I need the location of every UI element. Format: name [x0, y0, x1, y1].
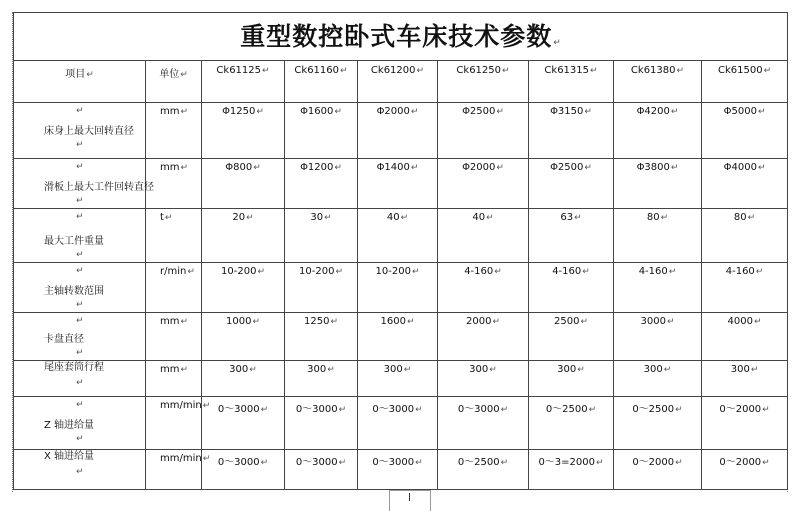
cell-value: 0～2500	[632, 404, 675, 415]
text-cursor-box	[389, 490, 431, 511]
unit-label: t	[160, 212, 164, 223]
cell-value: Φ2000	[376, 106, 410, 117]
cell-value: Φ3150	[550, 106, 584, 117]
row-label-cell: ↵ 最大工件重量 ↵	[14, 209, 146, 263]
value-cell: 1600↵	[358, 313, 438, 361]
value-cell: 0～3000↵	[438, 397, 529, 450]
unit-label: mm/min	[160, 400, 202, 411]
unit-label: mm	[160, 364, 180, 375]
cell-value: 0～3000	[372, 404, 415, 415]
value-cell: 0～3000↵	[202, 450, 285, 490]
model-label: Ck61250	[456, 65, 502, 76]
value-cell: 300↵	[438, 361, 529, 397]
unit-cell: mm↵	[146, 361, 202, 397]
unit-label: r/min	[160, 266, 187, 277]
value-cell: 4-160↵	[614, 263, 702, 313]
value-cell: 80↵	[614, 209, 702, 263]
value-cell: Φ5000↵	[702, 103, 788, 159]
model-label: Ck61125	[216, 65, 262, 76]
value-cell: Φ1250↵	[202, 103, 285, 159]
value-cell: 0～3000↵	[285, 397, 358, 450]
value-cell: 4-160↵	[438, 263, 529, 313]
row-label: X 轴进给量	[44, 451, 95, 462]
row-label-cell: X 轴进给量 ↵	[14, 450, 146, 490]
value-cell: 10-200↵	[202, 263, 285, 313]
value-cell: 300↵	[358, 361, 438, 397]
value-cell: 4-160↵	[529, 263, 614, 313]
value-cell: 0～2000↵	[702, 450, 788, 490]
cell-value: Φ1250	[222, 106, 256, 117]
value-cell: 0～2000↵	[614, 450, 702, 490]
value-cell: 0～2500↵	[614, 397, 702, 450]
row-label: 床身上最大回转直径	[44, 126, 134, 137]
row-label-cell: ↵ 床身上最大回转直径 ↵	[14, 103, 146, 159]
cell-value: 0～2500	[545, 404, 588, 415]
row-label-cell: ↵ 主轴转数范围 ↵	[14, 263, 146, 313]
cell-value: 0～3000	[295, 404, 338, 415]
cell-value: 0～2000	[632, 457, 675, 468]
cell-value: 4-160	[464, 266, 494, 277]
cell-value: 300	[469, 364, 489, 375]
cell-value: Φ1200	[300, 162, 334, 173]
header-row	[14, 61, 788, 103]
value-cell: 4-160↵	[702, 263, 788, 313]
unit-cell: mm/min↵	[146, 397, 202, 450]
cell-value: 80	[646, 212, 660, 223]
header-model: Ck61250↵	[438, 61, 529, 103]
value-cell: 0～3000↵	[358, 450, 438, 490]
row-label: 卡盘直径	[44, 334, 84, 345]
header-model: Ck61315↵	[529, 61, 614, 103]
spec-table	[13, 12, 788, 490]
cell-value: Φ4000	[723, 162, 757, 173]
cell-value: 4-160	[638, 266, 668, 277]
cell-value: 80	[733, 212, 747, 223]
cell-value: 0～3000	[295, 457, 338, 468]
row-label-cell: ↵ 滑板上最大工件回转直径 ↵	[14, 159, 146, 209]
row-label-cell: ↵ 卡盘直径 ↵	[14, 313, 146, 361]
unit-cell: mm↵	[146, 159, 202, 209]
table-row	[14, 450, 788, 490]
value-cell: Φ4200↵	[614, 103, 702, 159]
value-cell: 2500↵	[529, 313, 614, 361]
value-cell: 10-200↵	[285, 263, 358, 313]
row-label: 最大工件重量	[44, 236, 104, 247]
cell-value: 0～3000	[217, 457, 260, 468]
cell-value: 300	[557, 364, 577, 375]
value-cell: 0～2500↵	[438, 450, 529, 490]
cell-value: 30	[310, 212, 324, 223]
value-cell: 3000↵	[614, 313, 702, 361]
cell-value: Φ2500	[462, 106, 496, 117]
value-cell: 30↵	[285, 209, 358, 263]
value-cell: 300↵	[614, 361, 702, 397]
value-cell: 0～2500↵	[529, 397, 614, 450]
row-label-cell: ↵ Z 轴进给量 ↵	[14, 397, 146, 450]
value-cell: 300↵	[702, 361, 788, 397]
unit-cell: mm↵	[146, 313, 202, 361]
page-title: 重型数控卧式车床技术参数	[240, 22, 553, 51]
cell-value: 10-200	[375, 266, 411, 277]
value-cell: Φ4000↵	[702, 159, 788, 209]
cell-value: 0～2500	[457, 457, 500, 468]
cell-value: Φ5000	[723, 106, 757, 117]
cell-value: 300	[643, 364, 663, 375]
table-row	[14, 159, 788, 209]
value-cell: 0～3=2000↵	[529, 450, 614, 490]
value-cell: Φ1600↵	[285, 103, 358, 159]
cell-value: 0～2000	[719, 404, 762, 415]
cell-value: 0～3000	[372, 457, 415, 468]
value-cell: 40↵	[358, 209, 438, 263]
table-row	[14, 103, 788, 159]
cell-value: Φ2000	[462, 162, 496, 173]
cell-value: 4-160	[552, 266, 582, 277]
value-cell: 2000↵	[438, 313, 529, 361]
cell-value: 0～3=2000	[538, 457, 595, 468]
header-item-label: 项目	[65, 69, 86, 80]
value-cell: 0～3000↵	[202, 397, 285, 450]
header-model: Ck61125↵	[202, 61, 285, 103]
paragraph-mark: ↵	[553, 38, 561, 48]
cell-value: 0～3000	[457, 404, 500, 415]
cell-value: Φ1400	[376, 162, 410, 173]
cell-value: 10-200	[221, 266, 257, 277]
value-cell: 1250↵	[285, 313, 358, 361]
value-cell: 300↵	[529, 361, 614, 397]
cell-value: 1000	[226, 316, 252, 327]
model-label: Ck61200	[370, 65, 416, 76]
cell-value: Φ2500	[550, 162, 584, 173]
value-cell: Φ2000↵	[358, 103, 438, 159]
value-cell: 10-200↵	[358, 263, 438, 313]
cell-value: Φ3800	[636, 162, 670, 173]
value-cell: Φ2500↵	[529, 159, 614, 209]
cell-value: 3000	[640, 316, 666, 327]
unit-label: mm/min	[160, 453, 202, 464]
cell-value: 300	[730, 364, 750, 375]
value-cell: 63↵	[529, 209, 614, 263]
cell-value: 2500	[554, 316, 580, 327]
table-row	[14, 209, 788, 263]
cell-value: Φ4200	[636, 106, 670, 117]
row-label: 主轴转数范围	[44, 286, 104, 297]
value-cell: 1000↵	[202, 313, 285, 361]
row-label: 滑板上最大工件回转直径	[44, 182, 154, 193]
row-label: 尾座套筒行程	[44, 362, 104, 373]
table-row	[14, 313, 788, 361]
table-row	[14, 361, 788, 397]
cell-value: 40	[386, 212, 400, 223]
unit-label: mm	[160, 162, 180, 173]
header-item: 项目↵	[14, 61, 146, 103]
unit-cell: r/min↵	[146, 263, 202, 313]
value-cell: Φ3800↵	[614, 159, 702, 209]
cell-value: 1250	[304, 316, 330, 327]
value-cell: Φ3150↵	[529, 103, 614, 159]
unit-label: mm	[160, 106, 180, 117]
cell-value: 0～2000	[719, 457, 762, 468]
value-cell: 40↵	[438, 209, 529, 263]
header-model: Ck61380↵	[614, 61, 702, 103]
model-label: Ck61315	[544, 65, 590, 76]
value-cell: 0～3000↵	[358, 397, 438, 450]
unit-label: mm	[160, 316, 180, 327]
model-label: Ck61380	[630, 65, 676, 76]
unit-cell: t↵	[146, 209, 202, 263]
cell-value: 4000	[727, 316, 753, 327]
cell-value: 2000	[466, 316, 492, 327]
header-model: Ck61500↵	[702, 61, 788, 103]
cell-value: 10-200	[299, 266, 335, 277]
header-model: Ck61200↵	[358, 61, 438, 103]
value-cell: Φ800↵	[202, 159, 285, 209]
value-cell: 4000↵	[702, 313, 788, 361]
cell-value: 300	[307, 364, 327, 375]
cell-value: 300	[383, 364, 403, 375]
value-cell: Φ1400↵	[358, 159, 438, 209]
cell-value: 20	[232, 212, 246, 223]
header-model: Ck61160↵	[285, 61, 358, 103]
table-row	[14, 263, 788, 313]
value-cell: 0～3000↵	[285, 450, 358, 490]
value-cell: 20↵	[202, 209, 285, 263]
cell-value: Φ800	[225, 162, 253, 173]
cell-value: 0～3000	[217, 404, 260, 415]
model-label: Ck61500	[717, 65, 763, 76]
value-cell: Φ2000↵	[438, 159, 529, 209]
row-label-cell: 尾座套筒行程 ↵	[14, 361, 146, 397]
cell-value: 1600	[380, 316, 406, 327]
row-label: Z 轴进给量	[44, 420, 95, 431]
cell-value: 4-160	[725, 266, 755, 277]
value-cell: 300↵	[202, 361, 285, 397]
table-row	[14, 397, 788, 450]
cell-value: 40	[472, 212, 486, 223]
cell-value: 63	[560, 212, 574, 223]
title-cell	[14, 13, 788, 61]
value-cell: 300↵	[285, 361, 358, 397]
model-label: Ck61160	[294, 65, 340, 76]
value-cell: Φ2500↵	[438, 103, 529, 159]
cell-value: Φ1600	[300, 106, 334, 117]
header-unit-label: 单位	[159, 69, 180, 80]
cell-value: 300	[229, 364, 249, 375]
value-cell: 80↵	[702, 209, 788, 263]
value-cell: 0～2000↵	[702, 397, 788, 450]
value-cell: Φ1200↵	[285, 159, 358, 209]
unit-cell: mm↵	[146, 103, 202, 159]
header-unit: 单位↵	[146, 61, 202, 103]
unit-cell: mm/min↵	[146, 450, 202, 490]
document-page	[12, 12, 788, 492]
